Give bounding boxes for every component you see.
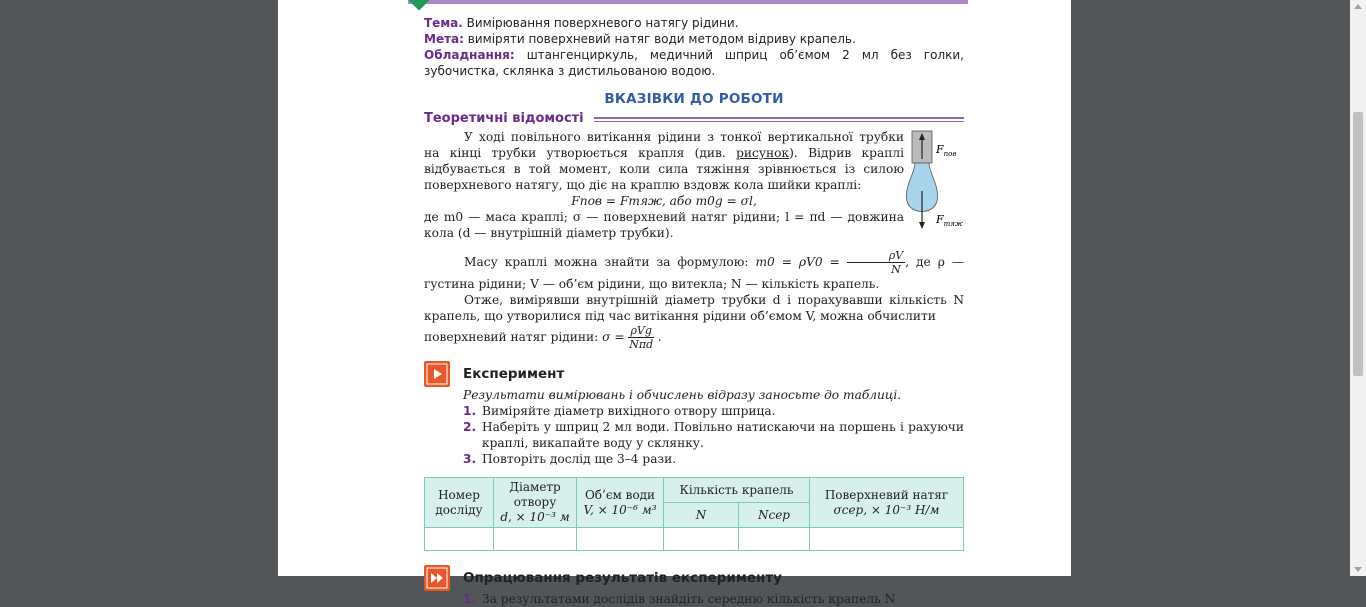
tension-label: $F_{пов}$ <box>936 143 957 158</box>
top-rule <box>408 0 968 4</box>
scrollbar[interactable] <box>1350 0 1366 576</box>
page-content <box>424 15 964 607</box>
gravity-label: $F_{тяж}$ <box>936 213 963 228</box>
theory-heading <box>424 111 964 127</box>
mass-formula: m0 = ρV0 = <box>755 255 840 269</box>
theory-paragraph-3-end: поверхневий натяг рідини: σ = $\frac{\text{ρVg}}{\text{Nπd}}$ . <box>424 324 662 351</box>
mass-fraction: $\frac{\rho V}{N}$ <box>847 249 905 276</box>
experiment-body <box>463 387 964 467</box>
theory-paragraph-1-after: де m0 — маса краплі; σ — поверхневий натяг рідини; l = πd — довжина кола (d — внутрішній діаметр трубки). <box>424 210 904 240</box>
experiment-title: Експеримент <box>463 366 565 382</box>
processing-title: Опрацювання результатів експерименту <box>463 570 782 586</box>
scrollbar-down-arrow[interactable] <box>1354 567 1362 572</box>
list-item: 3. Повторіть дослід ще 3–4 рази. <box>463 452 677 466</box>
col-surface-tension: Поверхневий натяг σсер, × 10⁻³ Н/м <box>810 478 964 528</box>
equipment-line <box>424 47 964 79</box>
figure-link[interactable]: рисунок <box>736 146 790 160</box>
topic-line <box>424 15 964 31</box>
col-n: N <box>664 503 739 528</box>
goal-text: виміряти поверхневий натяг води методом відриву крапель. <box>467 32 856 46</box>
document-page <box>278 0 1071 606</box>
theory-title: Теоретичні відомості <box>424 111 584 126</box>
tension-fraction: $\frac{\text{ρVg}}{\text{Nπd}}$ <box>629 324 654 351</box>
col-n-avg: Nсер <box>739 503 810 528</box>
list-item: 1. Виміряйте діаметр вихідного отвору шприца. <box>463 404 776 418</box>
tension-formula: σ = <box>602 330 625 344</box>
col-diameter: Діаметр отвору d, × 10⁻³ м <box>494 478 577 528</box>
goal-line <box>424 31 964 47</box>
theory-paragraph-3: Отже, вимірявши внутрішній діаметр трубки d і порахувавши кількість N крапель, що утворилися під час витікання рідини об’ємом V, можна обчислити <box>424 293 964 323</box>
heading-rule <box>594 117 964 122</box>
theory-block <box>424 129 964 241</box>
topic-label: Тема. <box>424 16 463 30</box>
list-item: 1. За результатами дослідів знайдіть середню кількість крапель N <box>463 592 896 606</box>
results-table <box>424 477 964 551</box>
play-icon <box>424 361 450 387</box>
gravity-arrow-head <box>919 222 925 229</box>
col-drop-count: Кількість крапель <box>664 478 810 503</box>
table-row <box>425 528 964 551</box>
scrollbar-up-arrow[interactable] <box>1354 4 1362 9</box>
theory-text <box>424 129 904 241</box>
experiment-heading <box>424 361 964 387</box>
drop-figure <box>904 131 964 231</box>
formula-equilibrium: Fпов = Fтяж, або m0g = σl, <box>571 194 757 208</box>
scrollbar-thumb[interactable] <box>1353 112 1363 376</box>
topic-text: Вимірювання поверхневого натягу рідини. <box>466 16 739 30</box>
processing-body <box>463 591 964 607</box>
experiment-subtitle: Результати вимірювань і обчислень відразу заносьте до таблиці. <box>463 388 902 402</box>
theory-paragraph-1: У ході повільного витікання рідини з тонкої вертикальної трубки на кінці трубки утворюється крапля (див. рисунок). Відрив краплі відбувається в той момент, коли сила тяжіння зрівнюється із силою поверхневого натягу, що діє на краплю вздовж кола шийки краплі: <box>424 130 904 192</box>
theory-paragraph-2: Масу краплі можна знайти за формулою: m0 = ρV0 = $\frac{\rho V}{N}$ , де ρ — густина рідини; V — об’єм рідини, що витекла; N — кількість крапель. <box>424 249 965 291</box>
equipment-label: Обладнання: <box>424 48 515 62</box>
instructions-title: ВКАЗІВКИ ДО РОБОТИ <box>604 91 784 107</box>
col-volume: Об’єм води V, × 10⁻⁶ м³ <box>577 478 664 528</box>
processing-heading <box>424 565 964 591</box>
equipment-text: штангенциркуль, медичний шприц об’ємом 2 мл без голки, зубочистка, склянка з дистильованою водою. <box>424 48 964 78</box>
col-trial-number: Номер досліду <box>425 478 494 528</box>
list-item: 2. Наберіть у шприц 2 мл води. Повільно натискаючи на поршень і рахуючи краплі, викапайте воду у склянку. <box>463 420 964 450</box>
fast-forward-icon <box>424 565 450 591</box>
goal-label: Мета: <box>424 32 464 46</box>
